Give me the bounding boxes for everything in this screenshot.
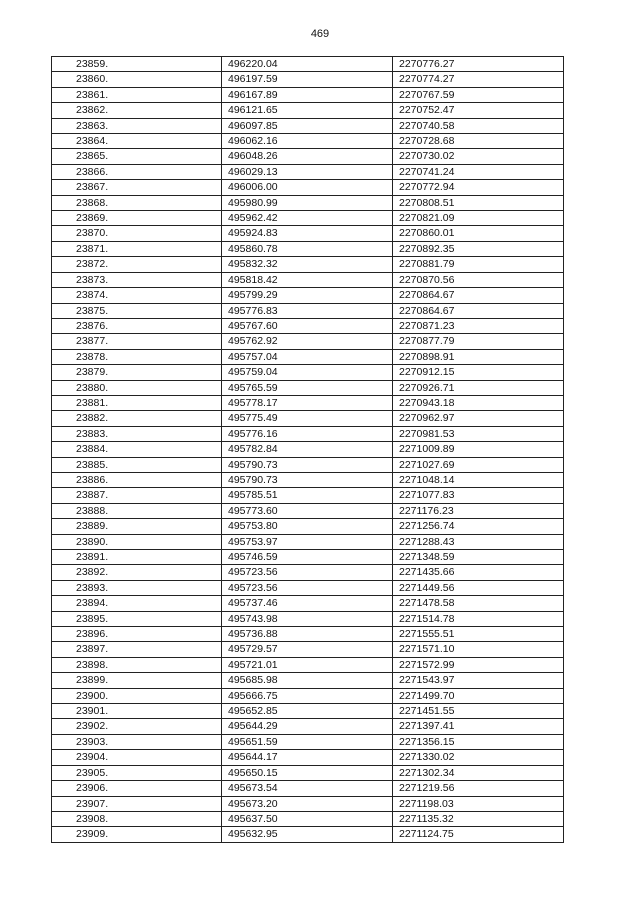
x-coordinate-cell: 495759.04 [222,365,393,380]
x-coordinate-cell: 495723.56 [222,580,393,595]
table-row [52,72,564,87]
table-row [52,195,564,210]
table-row [52,87,564,102]
table-row [52,272,564,287]
point-number-cell: 23893. [52,580,222,595]
table-row [52,611,564,626]
point-number-cell: 23879. [52,365,222,380]
table-row [52,565,564,580]
table-row [52,472,564,487]
table-row [52,164,564,179]
point-number-cell: 23905. [52,765,222,780]
table-row [52,103,564,118]
y-coordinate-cell: 2270772.94 [393,180,564,195]
point-number-cell: 23860. [52,72,222,87]
point-number-cell: 23903. [52,734,222,749]
y-coordinate-cell: 2270912.15 [393,365,564,380]
y-coordinate-cell: 2270860.01 [393,226,564,241]
x-coordinate-cell: 496006.00 [222,180,393,195]
x-coordinate-cell: 496048.26 [222,149,393,164]
y-coordinate-cell: 2271572.99 [393,657,564,672]
point-number-cell: 23863. [52,118,222,133]
y-coordinate-cell: 2270981.53 [393,426,564,441]
point-number-cell: 23873. [52,272,222,287]
y-coordinate-cell: 2270821.09 [393,211,564,226]
table-row [52,442,564,457]
table-row [52,426,564,441]
point-number-cell: 23902. [52,719,222,734]
x-coordinate-cell: 495790.73 [222,472,393,487]
point-number-cell: 23904. [52,750,222,765]
x-coordinate-cell: 495962.42 [222,211,393,226]
y-coordinate-cell: 2271571.10 [393,642,564,657]
point-number-cell: 23868. [52,195,222,210]
table-row [52,257,564,272]
point-number-cell: 23878. [52,349,222,364]
point-number-cell: 23898. [52,657,222,672]
table-row [52,411,564,426]
point-number-cell: 23870. [52,226,222,241]
point-number-cell: 23877. [52,334,222,349]
y-coordinate-cell: 2271009.89 [393,442,564,457]
point-number-cell: 23885. [52,457,222,472]
x-coordinate-cell: 496220.04 [222,57,393,72]
x-coordinate-cell: 496197.59 [222,72,393,87]
table-row [52,180,564,195]
table-row [52,811,564,826]
x-coordinate-cell: 496062.16 [222,134,393,149]
y-coordinate-cell: 2270877.79 [393,334,564,349]
x-coordinate-cell: 495782.84 [222,442,393,457]
point-number-cell: 23866. [52,164,222,179]
point-number-cell: 23861. [52,87,222,102]
x-coordinate-cell: 496167.89 [222,87,393,102]
x-coordinate-cell: 495644.17 [222,750,393,765]
table-row [52,365,564,380]
x-coordinate-cell: 495673.20 [222,796,393,811]
table-row [52,226,564,241]
x-coordinate-cell: 495776.83 [222,303,393,318]
y-coordinate-cell: 2271124.75 [393,827,564,842]
table-row [52,57,564,72]
x-coordinate-cell: 496121.65 [222,103,393,118]
point-number-cell: 23908. [52,811,222,826]
y-coordinate-cell: 2270767.59 [393,87,564,102]
x-coordinate-cell: 495775.49 [222,411,393,426]
point-number-cell: 23865. [52,149,222,164]
x-coordinate-cell: 495721.01 [222,657,393,672]
point-number-cell: 23872. [52,257,222,272]
y-coordinate-cell: 2270728.68 [393,134,564,149]
x-coordinate-cell: 495644.29 [222,719,393,734]
point-number-cell: 23900. [52,688,222,703]
x-coordinate-cell: 495980.99 [222,195,393,210]
x-coordinate-cell: 495729.57 [222,642,393,657]
y-coordinate-cell: 2270881.79 [393,257,564,272]
y-coordinate-cell: 2270774.27 [393,72,564,87]
x-coordinate-cell: 495723.56 [222,565,393,580]
point-number-cell: 23875. [52,303,222,318]
y-coordinate-cell: 2270943.18 [393,395,564,410]
y-coordinate-cell: 2270740.58 [393,118,564,133]
x-coordinate-cell: 495773.60 [222,503,393,518]
table-row [52,719,564,734]
table-row [52,534,564,549]
point-number-cell: 23884. [52,442,222,457]
table-row [52,519,564,534]
point-number-cell: 23901. [52,704,222,719]
table-row [52,349,564,364]
y-coordinate-cell: 2270741.24 [393,164,564,179]
coordinates-table [51,56,564,843]
point-number-cell: 23888. [52,503,222,518]
x-coordinate-cell: 495685.98 [222,673,393,688]
table-row [52,704,564,719]
y-coordinate-cell: 2271219.56 [393,781,564,796]
point-number-cell: 23891. [52,550,222,565]
point-number-cell: 23896. [52,627,222,642]
x-coordinate-cell: 495776.16 [222,426,393,441]
table-row [52,503,564,518]
y-coordinate-cell: 2270898.91 [393,349,564,364]
point-number-cell: 23894. [52,596,222,611]
x-coordinate-cell: 495737.46 [222,596,393,611]
point-number-cell: 23906. [52,781,222,796]
y-coordinate-cell: 2270864.67 [393,288,564,303]
table-row [52,457,564,472]
table-row [52,211,564,226]
y-coordinate-cell: 2271256.74 [393,519,564,534]
table-row [52,781,564,796]
point-number-cell: 23897. [52,642,222,657]
y-coordinate-cell: 2271555.51 [393,627,564,642]
x-coordinate-cell: 495736.88 [222,627,393,642]
x-coordinate-cell: 495652.85 [222,704,393,719]
table-row [52,827,564,842]
x-coordinate-cell: 496097.85 [222,118,393,133]
y-coordinate-cell: 2271027.69 [393,457,564,472]
table-row [52,596,564,611]
table-row [52,149,564,164]
point-number-cell: 23890. [52,534,222,549]
y-coordinate-cell: 2270752.47 [393,103,564,118]
table-row [52,318,564,333]
x-coordinate-cell: 495632.95 [222,827,393,842]
y-coordinate-cell: 2271397.41 [393,719,564,734]
y-coordinate-cell: 2270808.51 [393,195,564,210]
y-coordinate-cell: 2270870.56 [393,272,564,287]
y-coordinate-cell: 2271176.23 [393,503,564,518]
y-coordinate-cell: 2271451.55 [393,704,564,719]
y-coordinate-cell: 2270871.23 [393,318,564,333]
x-coordinate-cell: 495753.80 [222,519,393,534]
point-number-cell: 23874. [52,288,222,303]
y-coordinate-cell: 2271077.83 [393,488,564,503]
x-coordinate-cell: 495757.04 [222,349,393,364]
point-number-cell: 23887. [52,488,222,503]
coordinates-table-body [52,57,564,843]
y-coordinate-cell: 2270892.35 [393,241,564,256]
table-row [52,380,564,395]
y-coordinate-cell: 2271330.02 [393,750,564,765]
table-row [52,134,564,149]
x-coordinate-cell: 495860.78 [222,241,393,256]
x-coordinate-cell: 495799.29 [222,288,393,303]
x-coordinate-cell: 495765.59 [222,380,393,395]
y-coordinate-cell: 2270730.02 [393,149,564,164]
table-row [52,488,564,503]
x-coordinate-cell: 495924.83 [222,226,393,241]
point-number-cell: 23886. [52,472,222,487]
x-coordinate-cell: 495767.60 [222,318,393,333]
point-number-cell: 23882. [52,411,222,426]
point-number-cell: 23867. [52,180,222,195]
table-row [52,673,564,688]
table-row [52,303,564,318]
point-number-cell: 23862. [52,103,222,118]
table-row [52,580,564,595]
table-row [52,642,564,657]
y-coordinate-cell: 2271048.14 [393,472,564,487]
table-row [52,627,564,642]
point-number-cell: 23899. [52,673,222,688]
point-number-cell: 23880. [52,380,222,395]
y-coordinate-cell: 2271135.32 [393,811,564,826]
y-coordinate-cell: 2271288.43 [393,534,564,549]
x-coordinate-cell: 495651.59 [222,734,393,749]
table-row [52,750,564,765]
point-number-cell: 23909. [52,827,222,842]
point-number-cell: 23881. [52,395,222,410]
table-row [52,241,564,256]
page-number: 469 [310,28,330,40]
point-number-cell: 23889. [52,519,222,534]
table-row [52,734,564,749]
x-coordinate-cell: 495762.92 [222,334,393,349]
table-row [52,796,564,811]
point-number-cell: 23859. [52,57,222,72]
table-row [52,334,564,349]
point-number-cell: 23871. [52,241,222,256]
y-coordinate-cell: 2270926.71 [393,380,564,395]
x-coordinate-cell: 495650.15 [222,765,393,780]
table-row [52,395,564,410]
x-coordinate-cell: 495753.97 [222,534,393,549]
y-coordinate-cell: 2271543.97 [393,673,564,688]
point-number-cell: 23895. [52,611,222,626]
table-row [52,688,564,703]
x-coordinate-cell: 495743.98 [222,611,393,626]
y-coordinate-cell: 2271435.66 [393,565,564,580]
point-number-cell: 23883. [52,426,222,441]
x-coordinate-cell: 495790.73 [222,457,393,472]
y-coordinate-cell: 2271302.34 [393,765,564,780]
table-row [52,118,564,133]
x-coordinate-cell: 495832.32 [222,257,393,272]
table-row [52,550,564,565]
x-coordinate-cell: 496029.13 [222,164,393,179]
y-coordinate-cell: 2271449.56 [393,580,564,595]
table-row [52,288,564,303]
point-number-cell: 23907. [52,796,222,811]
point-number-cell: 23864. [52,134,222,149]
y-coordinate-cell: 2271198.03 [393,796,564,811]
x-coordinate-cell: 495666.75 [222,688,393,703]
table-row [52,657,564,672]
point-number-cell: 23876. [52,318,222,333]
x-coordinate-cell: 495673.54 [222,781,393,796]
y-coordinate-cell: 2271348.59 [393,550,564,565]
y-coordinate-cell: 2271356.15 [393,734,564,749]
table-row [52,765,564,780]
x-coordinate-cell: 495818.42 [222,272,393,287]
x-coordinate-cell: 495746.59 [222,550,393,565]
y-coordinate-cell: 2271478.58 [393,596,564,611]
point-number-cell: 23869. [52,211,222,226]
y-coordinate-cell: 2270864.67 [393,303,564,318]
y-coordinate-cell: 2270776.27 [393,57,564,72]
point-number-cell: 23892. [52,565,222,580]
x-coordinate-cell: 495637.50 [222,811,393,826]
y-coordinate-cell: 2271514.78 [393,611,564,626]
y-coordinate-cell: 2271499.70 [393,688,564,703]
y-coordinate-cell: 2270962.97 [393,411,564,426]
x-coordinate-cell: 495778.17 [222,395,393,410]
x-coordinate-cell: 495785.51 [222,488,393,503]
